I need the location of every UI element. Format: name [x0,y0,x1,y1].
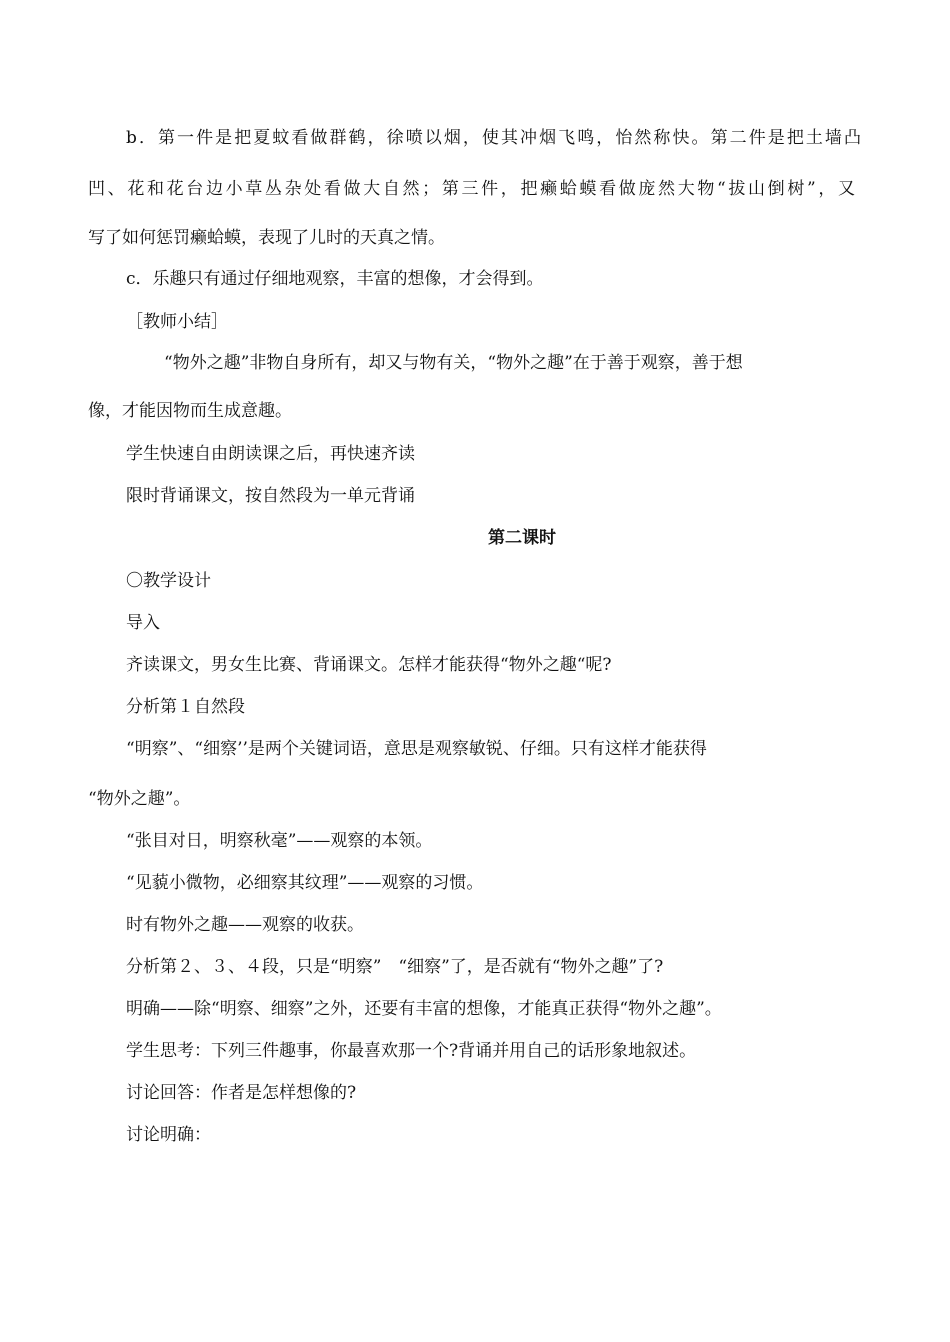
teaching-design-label: 〇教学设计 [126,571,211,591]
paragraph-b-line-3: 写了如何惩罚癞蛤蟆，表现了儿时的天真之情。 [88,228,445,248]
teacher-summary-label: ［教师小结］ [126,312,228,332]
keywords-line-1: “明察”、“细察’’是两个关键词语，意思是观察敏锐、仔细。只有这样才能获得 [126,739,707,759]
section-heading: 第二课时 [488,528,556,548]
paragraph-c: c．乐趣只有通过仔细地观察，丰富的想像，才会得到。 [126,269,544,289]
observation-result: 时有物外之趣——观察的收获。 [126,915,364,935]
recitation-instruction: 限时背诵课文，按自然段为一单元背诵 [126,486,415,506]
summary-line-1: “物外之趣”非物自身所有，却又与物有关，“物外之趣”在于善于观察，善于想 [164,353,743,373]
observation-skill: “张目对日，明察秋毫”——观察的本领。 [126,831,433,851]
reading-instruction: 学生快速自由朗读课之后，再快速齐读 [126,444,415,464]
summary-line-2: 像，才能因物而生成意趣。 [88,401,292,421]
paragraph-b-line-1: b．第一件是把夏蚊看做群鹤，徐喷以烟，使其冲烟飞鸣，怡然称快。第二件是把土墙凸 [126,128,864,148]
discussion-answer: 讨论回答：作者是怎样想像的? [126,1083,357,1103]
intro-label: 导入 [126,613,160,633]
analysis-paragraphs-2-4: 分析第２、３、４段，只是“明察” “细察”了，是否就有“物外之趣”了? [126,957,664,977]
read-aloud-line: 齐读课文，男女生比赛、背诵课文。怎样才能获得“物外之趣“呢? [126,655,612,675]
keywords-line-2: “物外之趣”。 [88,789,191,809]
analysis-paragraph-1: 分析第１自然段 [126,697,245,717]
discussion-clarify: 讨论明确： [126,1125,211,1145]
paragraph-b-line-2: 凹、花和花台边小草丛杂处看做大自然；第三件，把癞蛤蟆看做庞然大物“拔山倒树”，又 [88,179,858,199]
observation-habit: “见藐小微物，必细察其纹理”——观察的习惯。 [126,873,484,893]
clarification-line: 明确——除“明察、细察”之外，还要有丰富的想像，才能真正获得“物外之趣”。 [126,999,722,1019]
student-thinking: 学生思考：下列三件趣事，你最喜欢那一个?背诵并用自己的话形象地叙述。 [126,1041,697,1061]
